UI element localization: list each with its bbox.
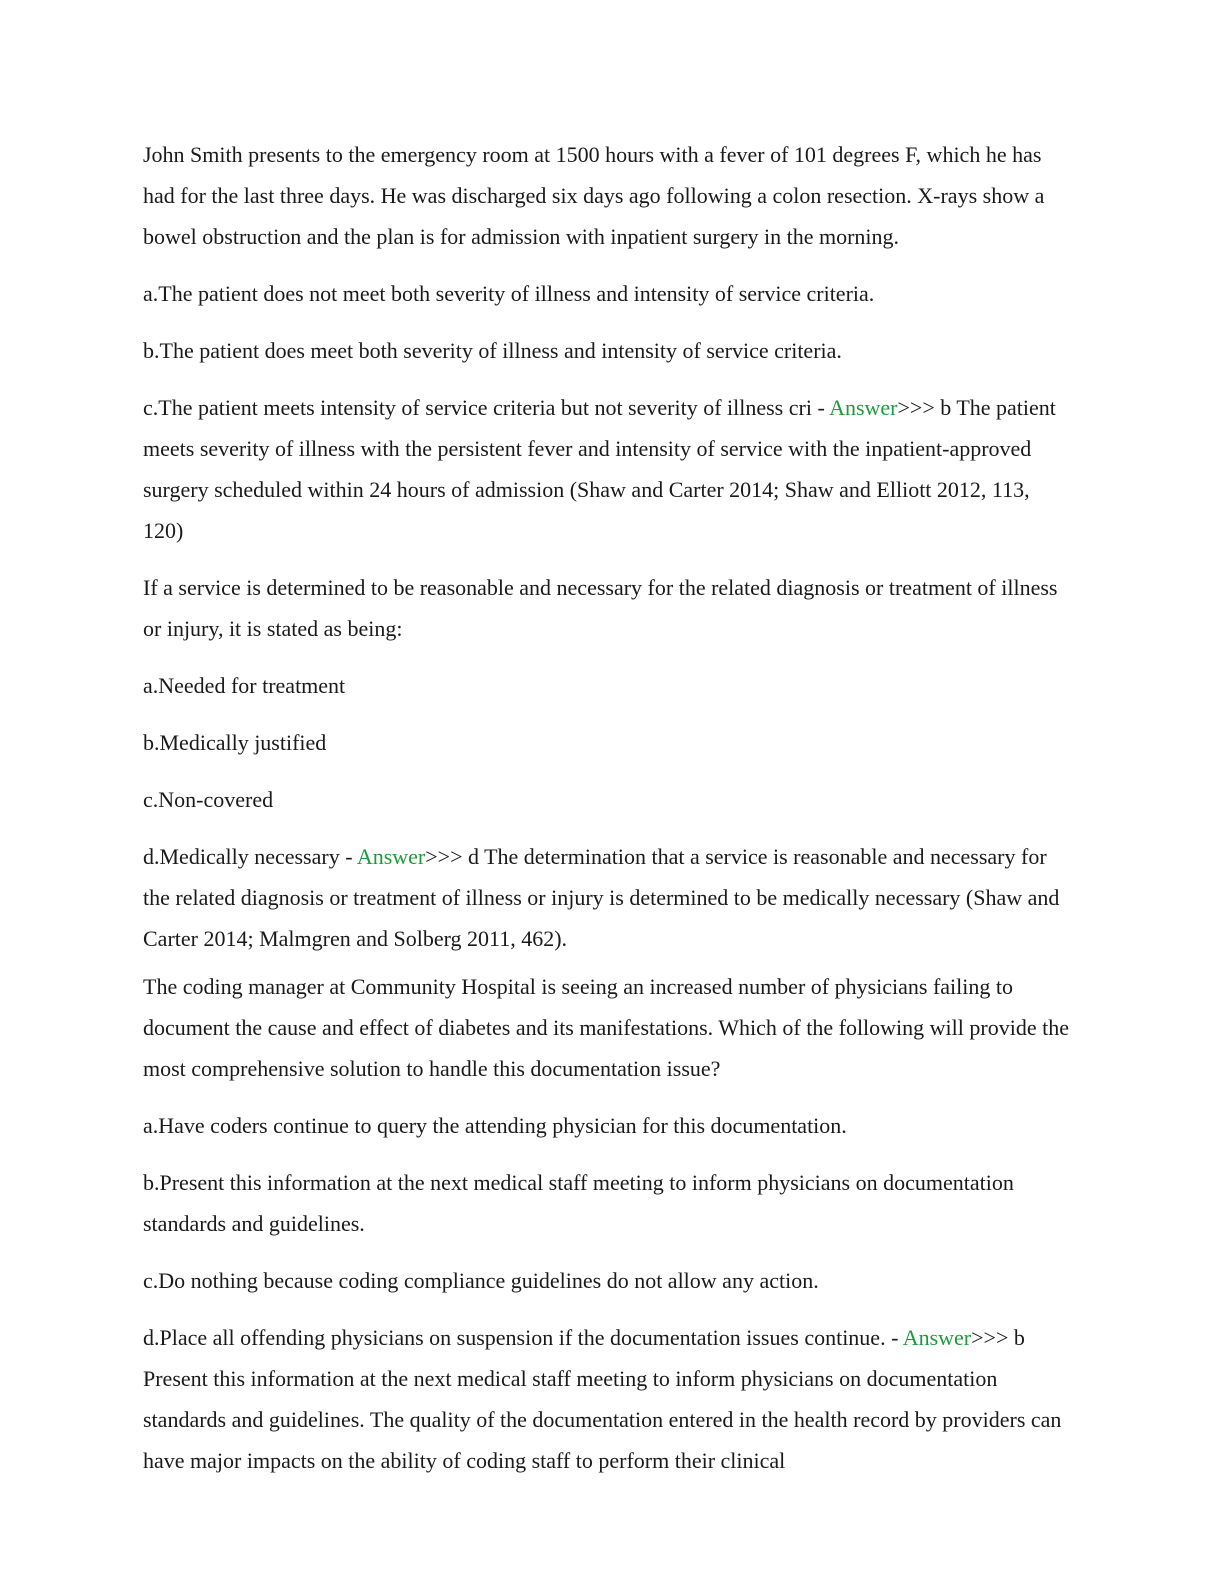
answer-explanation: >>> d The determination that a service is reasonable and necessary for the related diagnosis or treatment of illness or injury is determined to be medically necessary (Shaw and Carter 2014; Malmgren and Solberg 2011, 462). xyxy=(143,844,1060,951)
question-3-stem: The coding manager at Community Hospital is seeing an increased number of physicians failing to document the cause and effect of diabetes and its manifestations. Which of the following will provide the most comprehensive solution to handle this documentation issue? xyxy=(143,974,1069,1081)
question-2-stem: If a service is determined to be reasonable and necessary for the related diagnosis or treatment of illness or injury, it is stated as being: xyxy=(143,575,1058,641)
answer-explanation: >>> b Present this information at the next medical staff meeting to inform physicians on documentation standards and guidelines. The quality of the documentation entered in the health record by providers can have major impacts on the ability of coding staff to perform their clinical xyxy=(143,1325,1062,1473)
answer-explanation: >>> b The patient meets severity of illness with the persistent fever and intensity of service with the inpatient-approved surgery scheduled within 24 hours of admission (Shaw and Carter 2014; Shaw and Elliott 2012, 113, 120) xyxy=(143,395,1056,543)
answer-label: Answer xyxy=(829,395,898,420)
option-text: d.Place all offending physicians on suspension if the documentation issues continue. - xyxy=(143,1325,903,1350)
question-3-option-a: a.Have coders continue to query the attending physician for this documentation. xyxy=(143,1113,847,1138)
option-text: c.The patient meets intensity of service criteria but not severity of illness cri - xyxy=(143,395,830,420)
question-2-option-b: b.Medically justified xyxy=(143,730,327,755)
question-3-option-c: c.Do nothing because coding compliance guidelines do not allow any action. xyxy=(143,1268,819,1293)
option-text: d.Medically necessary - xyxy=(143,844,357,869)
document-page xyxy=(143,134,1073,1497)
answer-label: Answer xyxy=(902,1325,972,1350)
question-1-option-a: a.The patient does not meet both severity of illness and intensity of service criteria. xyxy=(143,281,875,306)
answer-label: Answer xyxy=(356,844,426,869)
question-2-option-a: a.Needed for treatment xyxy=(143,673,346,698)
question-2-option-c: c.Non-covered xyxy=(143,787,274,812)
question-3-option-d-answer xyxy=(143,1317,1073,1481)
question-1-stem: John Smith presents to the emergency room at 1500 hours with a fever of 101 degrees F, which he has had for the last three days. He was discharged six days ago following a colon resection. X-rays show a bowel obstruction and the plan is for admission with inpatient surgery in the morning. xyxy=(143,142,1045,249)
question-1-option-c-answer xyxy=(143,387,1073,551)
question-2-option-d-answer xyxy=(143,836,1073,959)
question-1-option-b: b.The patient does meet both severity of illness and intensity of service criteria. xyxy=(143,338,842,363)
question-3-option-b: b.Present this information at the next medical staff meeting to inform physicians on documentation standards and guidelines. xyxy=(143,1170,1014,1236)
